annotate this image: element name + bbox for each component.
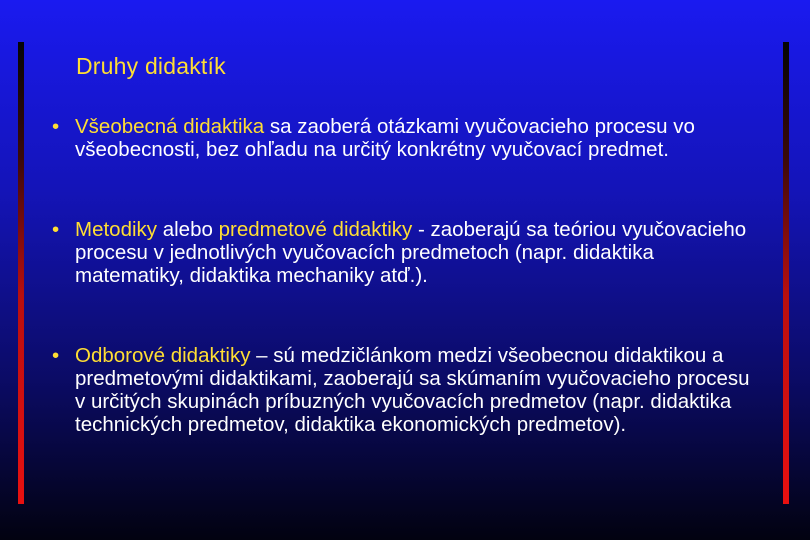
bullet-item-metodiky [52, 218, 752, 287]
bullet-text [75, 218, 752, 287]
bullet-dot-icon: • [52, 115, 60, 138]
term-highlight: Metodiky [75, 218, 158, 241]
term-description: sa zaoberá otázkami vyučovacieho procesu vo všeobecnosti, bez ohľadu na určitý konkrétny vyučovací predmet. [75, 115, 695, 161]
bullet-item-odborove-didaktiky [52, 344, 752, 436]
bullet-dot-icon: • [52, 344, 60, 367]
bullet-dot-icon: • [52, 218, 60, 241]
bullet-text [75, 344, 752, 436]
term-description: - zaoberajú sa teóriou vyučovacieho procesu v jednotlivých vyučovacích predmetoch (napr. didaktika matematiky, didaktika mechaniky atď.). [75, 218, 747, 287]
term-highlight: predmetové didaktiky [218, 218, 413, 241]
left-decorative-bar [18, 42, 24, 504]
right-decorative-bar [783, 42, 789, 504]
slide-title: Druhy didaktík [76, 53, 226, 79]
term-highlight: Všeobecná didaktika [75, 115, 265, 138]
term-description: – sú medzičlánkom medzi všeobecnou didaktikou a predmetovými didaktikami, zaoberajú sa skúmaním vyučovacieho procesu v určitých skupinách príbuzných vyučovacích predmetov (napr. didaktika technických predmetov, didaktika ekonomických predmetov). [75, 344, 750, 436]
term-highlight: Odborové didaktiky [75, 344, 251, 367]
connector-text: alebo [157, 218, 219, 241]
bullet-item-vseobecna-didaktika [52, 115, 752, 161]
bullet-text [75, 115, 752, 161]
